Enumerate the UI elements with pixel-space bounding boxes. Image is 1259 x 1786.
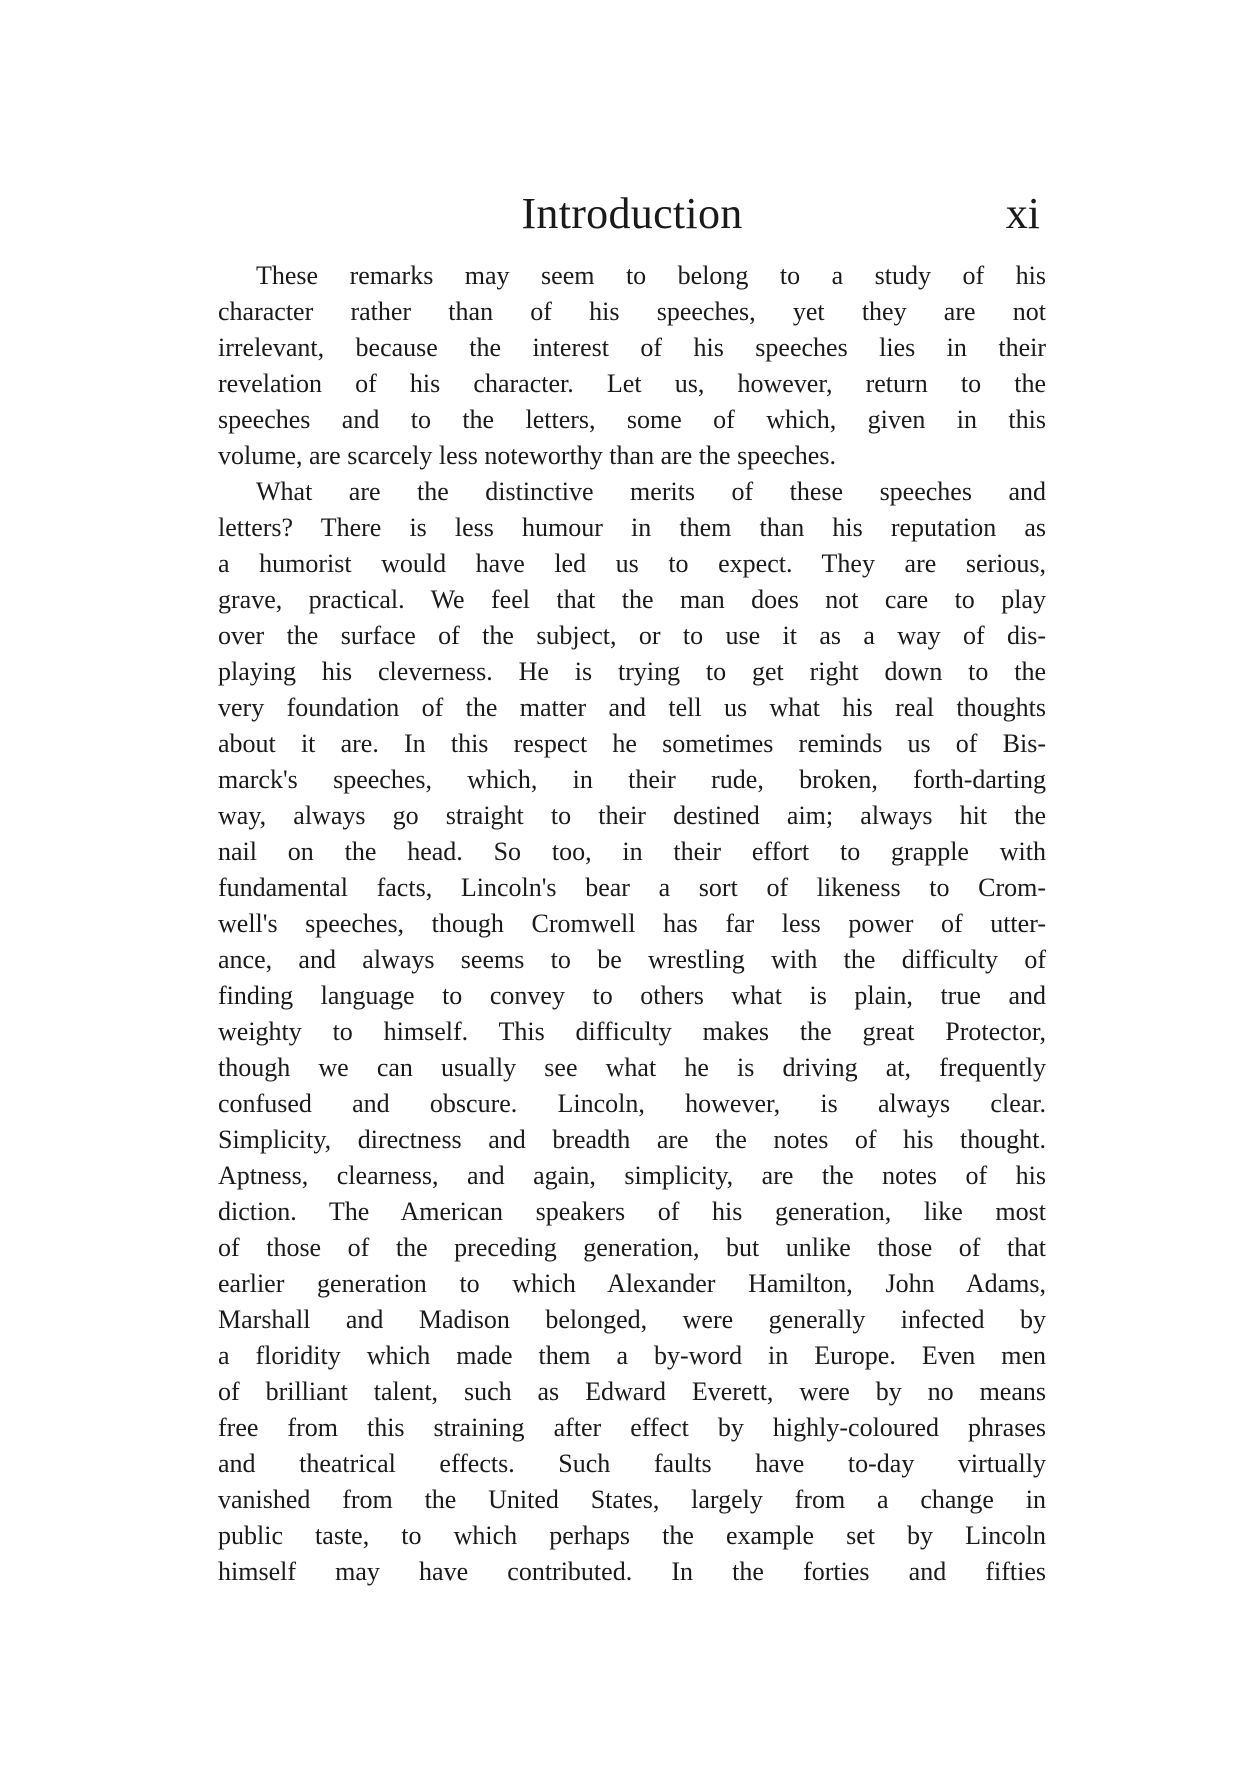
running-title: Introduction [521,189,743,238]
text-line: fundamental facts, Lincoln's bear a sort of likeness to Crom- [218,873,1046,902]
text-line: way, always go straight to their destined aim; always hit the [218,801,1046,830]
text-line: grave, practical. We feel that the man does not care to play [218,585,1046,614]
text-line: revelation of his character. Let us, however, return to the [218,369,1046,398]
text-line: himself may have contributed. In the forties and fifties [218,1557,1046,1586]
text-line: of brilliant talent, such as Edward Everett, were by no means [218,1377,1046,1406]
text-line: diction. The American speakers of his generation, like most [218,1197,1046,1226]
text-line: playing his cleverness. He is trying to get right down to the [218,657,1046,686]
text-line: well's speeches, though Cromwell has far less power of utter- [218,909,1046,938]
text-line: finding language to convey to others what is plain, true and [218,981,1046,1010]
text-line: nail on the head. So too, in their effort to grapple with [218,837,1046,866]
text-line: a humorist would have led us to expect. They are serious, [218,549,1046,578]
text-line: character rather than of his speeches, yet they are not [218,297,1046,326]
text-line: irrelevant, because the interest of his speeches lies in their [218,333,1046,362]
body-text [218,258,1046,1590]
text-line: earlier generation to which Alexander Hamilton, John Adams, [218,1269,1046,1298]
text-line: letters? There is less humour in them than his reputation as [218,513,1046,542]
text-line: a floridity which made them a by-word in Europe. Even men [218,1341,1046,1370]
text-line: though we can usually see what he is driving at, frequently [218,1053,1046,1082]
text-line: Simplicity, directness and breadth are the notes of his thought. [218,1125,1046,1154]
text-line: over the surface of the subject, or to use it as a way of dis- [218,621,1046,650]
text-line: weighty to himself. This difficulty makes the great Protector, [218,1017,1046,1046]
text-line: ance, and always seems to be wrestling with the difficulty of [218,945,1046,974]
text-line: volume, are scarcely less noteworthy than are the speeches. [218,441,836,470]
text-line: about it are. In this respect he sometimes reminds us of Bis- [218,729,1046,758]
text-line: confused and obscure. Lincoln, however, is always clear. [218,1089,1046,1118]
text-line: Aptness, clearness, and again, simplicity, are the notes of his [218,1161,1046,1190]
text-line: very foundation of the matter and tell us what his real thoughts [218,693,1046,722]
text-line: These remarks may seem to belong to a study of his [256,261,1046,290]
text-line: free from this straining after effect by highly-coloured phrases [218,1413,1046,1442]
page-number: xi [1005,189,1040,238]
text-line: and theatrical effects. Such faults have to-day virtually [218,1449,1046,1478]
text-line: vanished from the United States, largely from a change in [218,1485,1046,1514]
text-line: Marshall and Madison belonged, were generally infected by [218,1305,1046,1334]
page-header [218,186,1046,242]
text-line: marck's speeches, which, in their rude, broken, forth-darting [218,765,1046,794]
text-line: of those of the preceding generation, but unlike those of that [218,1233,1046,1262]
text-line: speeches and to the letters, some of which, given in this [218,405,1046,434]
text-line: What are the distinctive merits of these speeches and [256,477,1046,506]
text-line: public taste, to which perhaps the example set by Lincoln [218,1521,1046,1550]
